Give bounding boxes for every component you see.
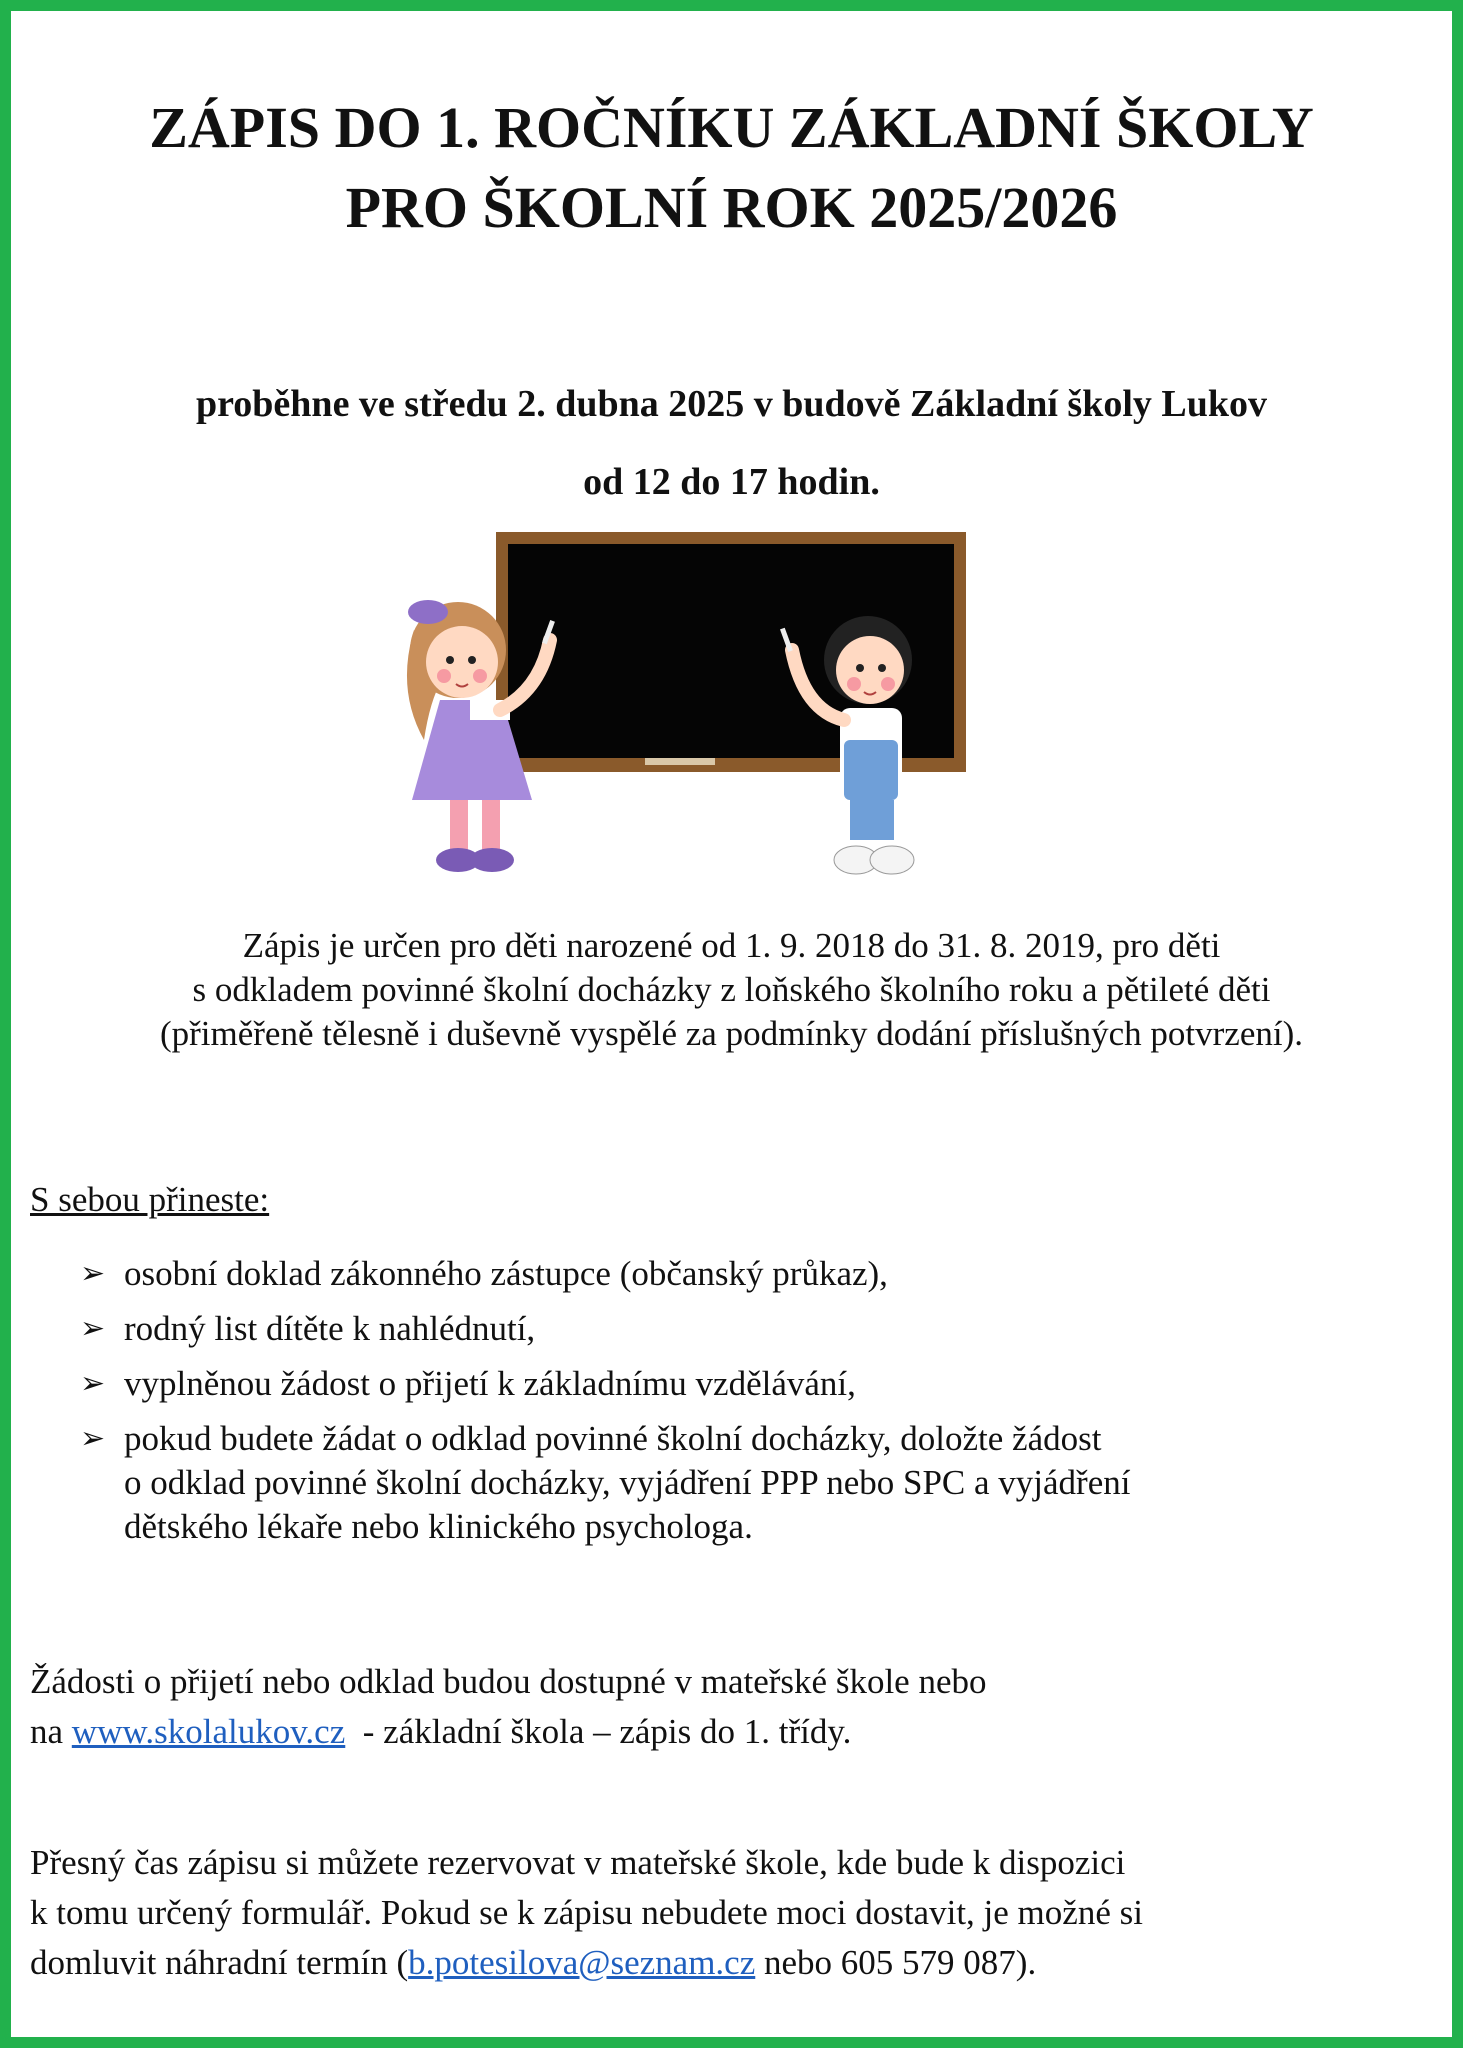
list-item-text: dětského lékaře nebo klinického psychologa. [124,1507,753,1546]
title-line-1: ZÁPIS DO 1. ROČNÍKU ZÁKLADNÍ ŠKOLY [149,95,1314,160]
reserve-line-1: Přesný čas zápisu si můžete rezervovat v mateřské škole, kde bude k dispozici [30,1843,1126,1882]
event-line-1: proběhne ve středu 2. dubna 2025 v budově Základní školy Lukov [195,383,1267,425]
arrowhead-bullet-icon: ➢ [80,1257,106,1290]
eligibility-line-2: s odkladem povinné školní docházky z loňského školního roku a pětileté děti [192,970,1271,1009]
eligibility-line-3: (přiměřeně tělesně i duševně vyspělé za podmínky dodání příslušných potvrzení). [159,1014,1303,1053]
reserve-line-2: k tomu určený formulář. Pokud se k zápisu nebudete moci dostavit, je možné si [30,1893,1143,1932]
list-item-text: vyplněnou žádost o přijetí k základnímu vzdělávání, [124,1364,856,1403]
chalk-tray [645,758,715,765]
bring-heading: S sebou přineste: [30,1180,270,1219]
applications-prefix: na [30,1712,72,1751]
reserve-line-3 [30,1938,1143,1988]
list-item-text: o odklad povinné školní docházky, vyjádření PPP nebo SPC a vyjádření [124,1463,1131,1502]
eligibility-text [20,924,1443,1056]
reservation-info [30,1838,1143,1988]
contact-email-link[interactable]: b.potesilova@seznam.cz [408,1943,756,1982]
list-item-text: osobní doklad zákonného zástupce (občanský průkaz), [124,1254,888,1293]
arrowhead-bullet-icon: ➢ [80,1367,106,1400]
arrowhead-bullet-icon: ➢ [80,1422,106,1455]
eligibility-line-1: Zápis je určen pro děti narozené od 1. 9. 2018 do 31. 8. 2019, pro děti [242,926,1221,965]
bring-list [80,1252,1410,1560]
event-info [0,365,1463,521]
list-item [80,1417,1410,1549]
applications-info [30,1657,986,1757]
children-at-blackboard-illustration [400,520,1020,900]
school-website-link[interactable]: www.skolalukov.cz [71,1712,346,1751]
arrowhead-bullet-icon: ➢ [80,1312,106,1345]
list-item [80,1307,1410,1351]
list-item [80,1362,1410,1406]
list-item [80,1252,1410,1296]
list-item-text: rodný list dítěte k nahlédnutí, [124,1309,536,1348]
applications-suffix: - základní škola – zápis do 1. třídy. [345,1712,852,1751]
title-line-2: PRO ŠKOLNÍ ROK 2025/2026 [345,175,1118,240]
reserve-prefix: domluvit náhradní termín ( [30,1943,409,1982]
reserve-suffix: nebo 605 579 087). [755,1943,1037,1982]
event-line-2: od 12 do 17 hodin. [583,461,880,503]
applications-line-2 [30,1707,986,1757]
page-title [0,88,1463,248]
applications-line-1: Žádosti o přijetí nebo odklad budou dostupné v mateřské škole nebo [30,1662,987,1701]
list-item-text: pokud budete žádat o odklad povinné školní docházky, doložte žádost [124,1419,1102,1458]
